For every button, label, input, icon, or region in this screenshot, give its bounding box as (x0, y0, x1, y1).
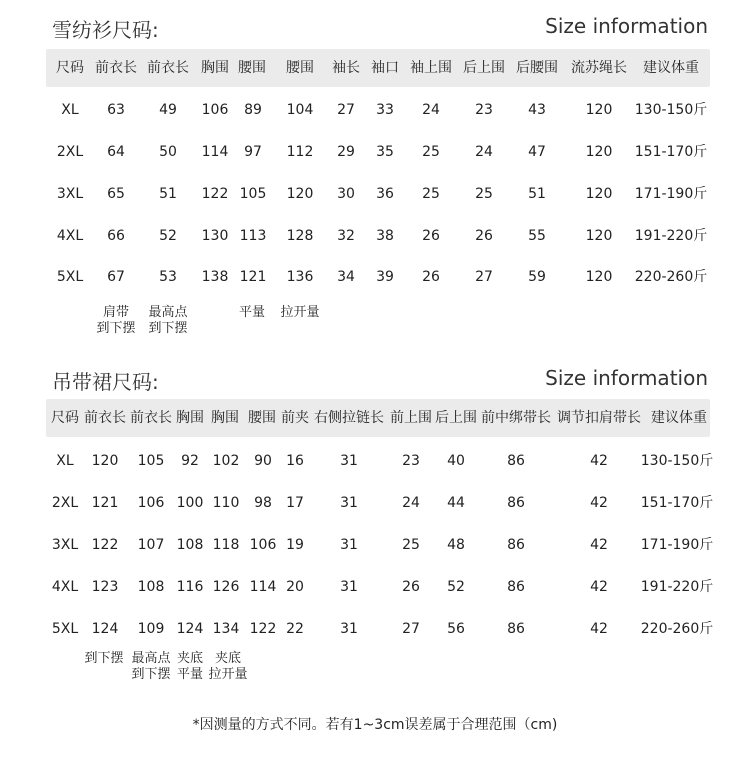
measurement-note (177, 651, 203, 683)
table-cell: 220-260斤 (634, 269, 708, 285)
table-cell: 134 (212, 621, 240, 637)
table-cell: 108 (176, 537, 204, 553)
table-row (0, 100, 750, 120)
header-cell: 胸围 (211, 410, 239, 426)
measurement-note-line: 到下摆 (148, 321, 188, 336)
table-cell: 2XL (56, 144, 84, 160)
table-cell: 105 (239, 186, 267, 202)
table-cell: 36 (376, 186, 394, 202)
table-cell: 66 (107, 228, 125, 244)
table-cell: 121 (91, 495, 119, 511)
table-row (0, 493, 750, 513)
table-cell: 86 (507, 579, 525, 595)
table-cell: 26 (402, 579, 420, 595)
table-cell: 27 (402, 621, 420, 637)
measurement-note-line: 夹底 (214, 651, 242, 666)
table-cell: 104 (286, 102, 314, 118)
header-cell: 袖长 (332, 60, 360, 76)
table-cell: 97 (244, 144, 262, 160)
header-cell: 建议体重 (643, 60, 699, 76)
table-cell: 102 (212, 453, 240, 469)
measurement-note-line: 平量 (176, 667, 204, 682)
table-cell: 29 (337, 144, 355, 160)
section1-title-en: Size information (545, 14, 708, 38)
table-cell: 151-170斤 (640, 495, 714, 511)
table-cell: 86 (507, 453, 525, 469)
measurement-note (208, 651, 247, 683)
header-cell: 胸围 (176, 410, 204, 426)
measurement-note-line: 肩带 (102, 305, 130, 320)
header-cell: 尺码 (56, 60, 84, 76)
measurement-note-line: 最高点 (131, 651, 171, 666)
header-cell: 后上围 (435, 410, 477, 426)
header-cell: 胸围 (201, 60, 229, 76)
table-cell: 113 (239, 228, 267, 244)
table-cell: 124 (91, 621, 119, 637)
table-cell: 31 (340, 579, 358, 595)
table-cell: 31 (340, 537, 358, 553)
table-cell: 26 (422, 269, 440, 285)
table-cell: 31 (340, 621, 358, 637)
table-cell: 24 (402, 495, 420, 511)
table-cell: 86 (507, 537, 525, 553)
header-cell: 前中绑带长 (481, 410, 551, 426)
measurement-note-line: 夹底 (176, 651, 204, 666)
table-cell: 40 (447, 453, 465, 469)
table-cell: 42 (590, 453, 608, 469)
header-cell: 前夹 (281, 410, 309, 426)
table-cell: 42 (590, 621, 608, 637)
table-cell: 25 (402, 537, 420, 553)
table-cell: 51 (528, 186, 546, 202)
table-cell: XL (56, 453, 74, 469)
table-cell: 22 (286, 621, 304, 637)
table-cell: 118 (212, 537, 240, 553)
table-cell: 4XL (51, 579, 79, 595)
table-cell: 59 (528, 269, 546, 285)
table-cell: 23 (402, 453, 420, 469)
table-cell: 65 (107, 186, 125, 202)
measurement-note (131, 651, 170, 683)
table-cell: 42 (590, 537, 608, 553)
table-cell: 120 (585, 269, 613, 285)
table-cell: 47 (528, 144, 546, 160)
table-cell: 120 (585, 228, 613, 244)
table-cell: 32 (337, 228, 355, 244)
table-row (0, 535, 750, 555)
table-cell: 171-190斤 (634, 186, 708, 202)
table-row (0, 184, 750, 204)
table-cell: 120 (585, 144, 613, 160)
table-cell: 67 (107, 269, 125, 285)
table-cell: 122 (91, 537, 119, 553)
table-cell: 136 (286, 269, 314, 285)
measurement-note-line: 到下摆 (84, 651, 124, 666)
table-row (0, 577, 750, 597)
table-cell: 39 (376, 269, 394, 285)
table-cell: 120 (286, 186, 314, 202)
table-cell: 128 (286, 228, 314, 244)
header-cell: 腰围 (248, 410, 276, 426)
table-cell: 33 (376, 102, 394, 118)
header-cell: 建议体重 (651, 410, 707, 426)
measurement-note-line: 到下摆 (131, 667, 171, 682)
table-cell: 31 (340, 495, 358, 511)
table-cell: 108 (137, 579, 165, 595)
table-cell: 27 (337, 102, 355, 118)
table-cell: 138 (201, 269, 229, 285)
table-cell: 25 (422, 144, 440, 160)
table-cell: 121 (239, 269, 267, 285)
header-cell: 前衣长 (95, 60, 137, 76)
measurement-note (84, 651, 123, 667)
table-cell: 5XL (56, 269, 84, 285)
table-cell: 171-190斤 (640, 537, 714, 553)
table-cell: 27 (475, 269, 493, 285)
table-cell: 123 (91, 579, 119, 595)
table-cell: 20 (286, 579, 304, 595)
table-cell: 24 (422, 102, 440, 118)
header-cell: 前衣长 (147, 60, 189, 76)
table-cell: 86 (507, 621, 525, 637)
table-cell: 120 (585, 102, 613, 118)
table-cell: 114 (249, 579, 277, 595)
header-cell: 前上围 (390, 410, 432, 426)
header-cell: 尺码 (51, 410, 79, 426)
table-cell: 112 (286, 144, 314, 160)
header-cell: 前衣长 (84, 410, 126, 426)
header-cell: 后上围 (463, 60, 505, 76)
table-row (0, 267, 750, 287)
table-cell: 53 (159, 269, 177, 285)
table-cell: 98 (254, 495, 272, 511)
header-cell: 前衣长 (130, 410, 172, 426)
table-cell: 23 (475, 102, 493, 118)
measurement-note-line: 拉开量 (280, 305, 320, 320)
table-cell: 26 (422, 228, 440, 244)
table-cell: 151-170斤 (634, 144, 708, 160)
header-cell: 腰围 (238, 60, 266, 76)
table-cell: 56 (447, 621, 465, 637)
table-cell: 191-220斤 (640, 579, 714, 595)
table-cell: 17 (286, 495, 304, 511)
table-cell: 220-260斤 (640, 621, 714, 637)
footnote: *因测量的方式不同。若有1~3cm误差属于合理范围（cm) (192, 717, 558, 733)
table-cell: 25 (422, 186, 440, 202)
header-cell: 流苏绳长 (571, 60, 627, 76)
table-cell: 86 (507, 495, 525, 511)
table-cell: 43 (528, 102, 546, 118)
table-cell: 25 (475, 186, 493, 202)
table-row (0, 619, 750, 639)
table-cell: 42 (590, 495, 608, 511)
table-cell: 51 (159, 186, 177, 202)
table-cell: 110 (212, 495, 240, 511)
table-cell: 5XL (51, 621, 79, 637)
table-cell: 52 (159, 228, 177, 244)
table-cell: 50 (159, 144, 177, 160)
table-cell: 126 (212, 579, 240, 595)
table-cell: 48 (447, 537, 465, 553)
table-cell: 24 (475, 144, 493, 160)
table-cell: 2XL (51, 495, 79, 511)
table-cell: 100 (176, 495, 204, 511)
table-cell: 49 (159, 102, 177, 118)
table-cell: 38 (376, 228, 394, 244)
table-cell: 120 (585, 186, 613, 202)
table-cell: 105 (137, 453, 165, 469)
measurement-note (239, 305, 265, 321)
table-cell: 64 (107, 144, 125, 160)
measurement-note (148, 305, 187, 337)
table-cell: 3XL (51, 537, 79, 553)
table-cell: 92 (181, 453, 199, 469)
table-cell: 122 (249, 621, 277, 637)
table-cell: 122 (201, 186, 229, 202)
table-cell: 31 (340, 453, 358, 469)
measurement-note-line: 拉开量 (208, 667, 248, 682)
table-cell: 30 (337, 186, 355, 202)
table-cell: 107 (137, 537, 165, 553)
table-cell: 106 (137, 495, 165, 511)
table-cell: 3XL (56, 186, 84, 202)
table-row (0, 142, 750, 162)
table-cell: 44 (447, 495, 465, 511)
table-cell: 52 (447, 579, 465, 595)
measurement-note-line: 到下摆 (96, 321, 136, 336)
table-cell: 114 (201, 144, 229, 160)
section1-title: 雪纺衫尺码: (52, 18, 159, 42)
table-cell: 116 (176, 579, 204, 595)
table-cell: 120 (91, 453, 119, 469)
table-cell: 90 (254, 453, 272, 469)
table-cell: XL (61, 102, 79, 118)
table-cell: 130 (201, 228, 229, 244)
header-cell: 腰围 (286, 60, 314, 76)
table-cell: 89 (244, 102, 262, 118)
header-cell: 袖口 (371, 60, 399, 76)
table-cell: 63 (107, 102, 125, 118)
section2-title-en: Size information (545, 366, 708, 390)
header-cell: 后腰围 (516, 60, 558, 76)
table-cell: 55 (528, 228, 546, 244)
table-cell: 130-150斤 (634, 102, 708, 118)
measurement-note-line: 平量 (238, 305, 266, 320)
table-cell: 109 (137, 621, 165, 637)
section2-header-bar (46, 399, 710, 437)
measurement-note (96, 305, 135, 337)
table-cell: 106 (201, 102, 229, 118)
table-cell: 191-220斤 (634, 228, 708, 244)
table-row (0, 226, 750, 246)
section2-title: 吊带裙尺码: (52, 370, 159, 394)
measurement-note-line: 最高点 (148, 305, 188, 320)
table-cell: 34 (337, 269, 355, 285)
table-cell: 4XL (56, 228, 84, 244)
table-cell: 124 (176, 621, 204, 637)
header-cell: 调节扣肩带长 (557, 410, 641, 426)
table-row (0, 451, 750, 471)
header-cell: 袖上围 (410, 60, 452, 76)
table-cell: 106 (249, 537, 277, 553)
table-cell: 16 (286, 453, 304, 469)
table-cell: 42 (590, 579, 608, 595)
table-cell: 130-150斤 (640, 453, 714, 469)
table-cell: 19 (286, 537, 304, 553)
table-cell: 35 (376, 144, 394, 160)
table-cell: 26 (475, 228, 493, 244)
header-cell: 右侧拉链长 (314, 410, 384, 426)
section1-header-bar (46, 49, 710, 87)
measurement-note (280, 305, 319, 321)
